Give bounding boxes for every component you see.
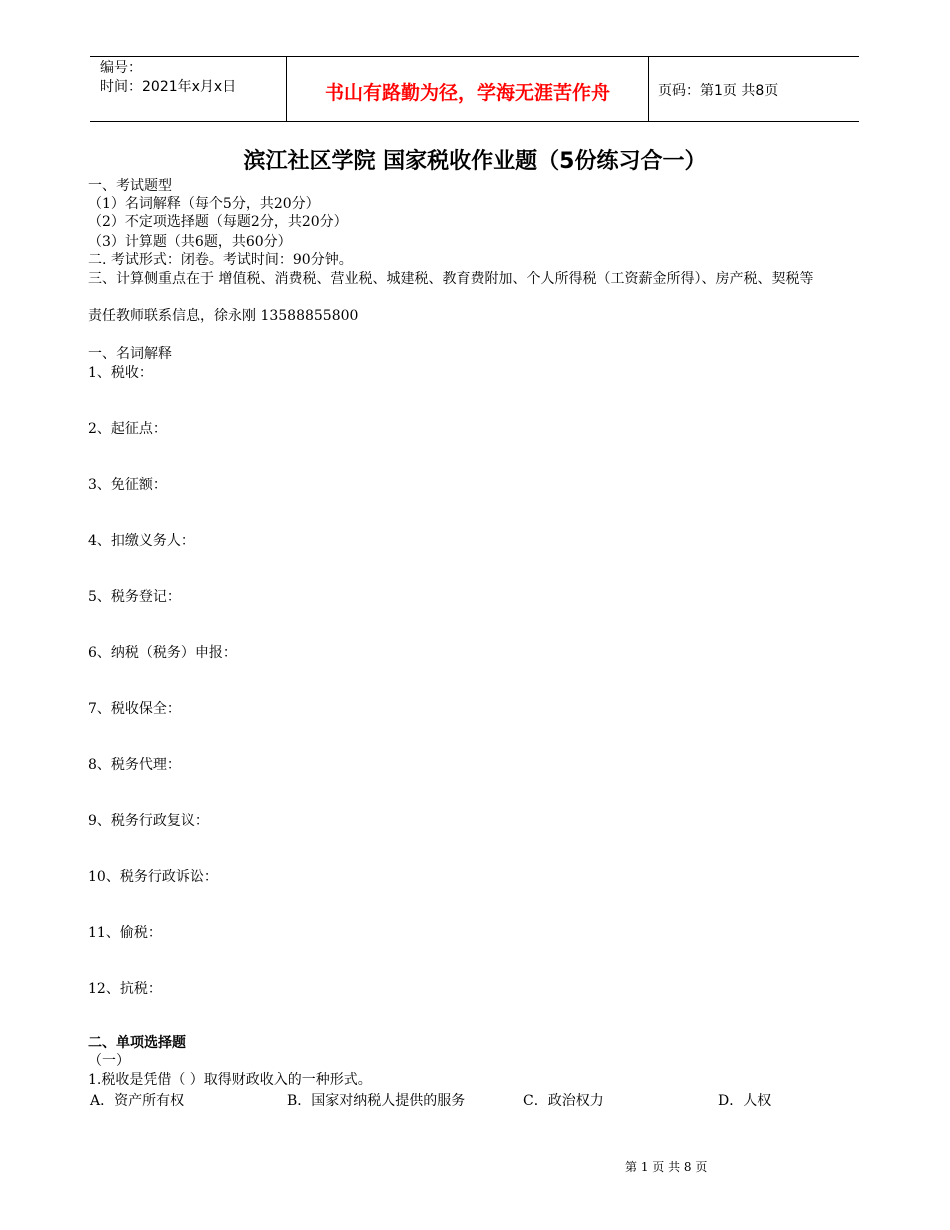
header-meta bbox=[100, 59, 236, 97]
intro-line: 三、计算侧重点在于 增值税、消费税、营业税、城建税、教育费附加、个人所得税（工资薪金所得）、房产税、契税等 bbox=[88, 271, 814, 287]
term-item: 12、抗税： bbox=[88, 981, 162, 997]
header-page-label: 页码：第1页 共8页 bbox=[658, 83, 779, 99]
term-item: 8、税务代理： bbox=[88, 757, 181, 773]
intro-line: （3）计算题（共6题，共60分） bbox=[88, 234, 292, 250]
contact-line: 责任教师联系信息，徐永刚 13588855800 bbox=[88, 308, 359, 324]
term-item: 11、偷税： bbox=[88, 925, 162, 941]
term-item: 5、税务登记： bbox=[88, 589, 181, 605]
term-item: 10、税务行政诉讼： bbox=[88, 869, 218, 885]
intro-line: 二. 考试形式：闭卷。考试时间：90分钟。 bbox=[88, 252, 353, 268]
header-bottom-rule bbox=[90, 121, 859, 122]
header-motto: 书山有路勤为径，学海无涯苦作舟 bbox=[324, 82, 610, 104]
header-top-rule bbox=[90, 56, 859, 57]
term-item: 3、免征额： bbox=[88, 477, 167, 493]
term-item: 6、纳税（税务）申报： bbox=[88, 645, 237, 661]
header-divider-right bbox=[648, 56, 649, 122]
term-item: 2、起征点： bbox=[88, 421, 167, 437]
intro-line: （1）名词解释（每个5分，共20分） bbox=[88, 196, 320, 212]
option-b: B．国家对纳税人提供的服务 bbox=[287, 1093, 466, 1109]
option-a: A．资产所有权 bbox=[90, 1093, 185, 1109]
page-footer: 第 1 页 共 8 页 bbox=[625, 1160, 708, 1174]
section1-heading: 一、名词解释 bbox=[88, 346, 172, 362]
intro-line: （2）不定项选择题（每题2分，共20分） bbox=[88, 214, 348, 230]
term-item: 4、扣缴义务人： bbox=[88, 533, 195, 549]
option-c: C．政治权力 bbox=[523, 1093, 604, 1109]
header-time-label: 时间：2021年x月x日 bbox=[100, 79, 237, 95]
option-d: D．人权 bbox=[718, 1093, 772, 1109]
header-code-label: 编号： bbox=[100, 60, 142, 76]
question-stem: 1.税收是凭借（ ）取得财政收入的一种形式。 bbox=[88, 1072, 372, 1088]
section2-subheading: （一） bbox=[88, 1053, 130, 1069]
term-item: 1、税收： bbox=[88, 365, 153, 381]
document-title: 滨江社区学院 国家税收作业题（5份练习合一） bbox=[243, 149, 707, 174]
term-item: 7、税收保全： bbox=[88, 701, 181, 717]
term-item: 9、税务行政复议： bbox=[88, 813, 209, 829]
intro-line: 一、考试题型 bbox=[88, 178, 172, 194]
section2-heading: 二、单项选择题 bbox=[88, 1035, 186, 1051]
